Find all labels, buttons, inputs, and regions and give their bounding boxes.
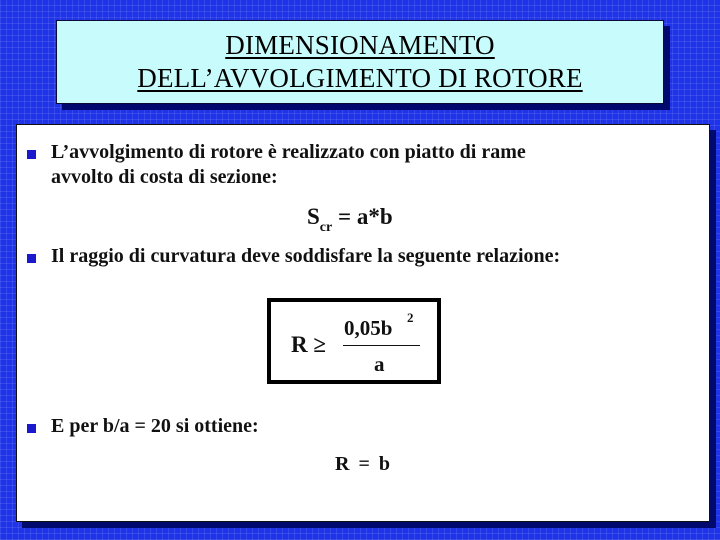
bullet-2-line-1: Il raggio di curvatura deve soddisfare la seguente relazione: [51, 245, 561, 267]
bullet-3-line-1: E per b/a = 20 si ottiene: [51, 415, 259, 437]
bullet-1-line-2: avvolto di costa di sezione: [51, 166, 278, 188]
formula-rhs: = a*b [337, 204, 393, 229]
content-panel [16, 124, 710, 522]
bullet-text-2 [51, 244, 560, 269]
bullet-square-icon [27, 254, 36, 263]
formula-symbol: S [307, 204, 320, 229]
radius-formula-box [267, 298, 441, 384]
slide-title [56, 20, 664, 104]
bullet-square-icon [27, 424, 36, 433]
formula-denominator: a [374, 352, 385, 376]
bullet-text-1 [51, 140, 526, 190]
formula-lhs: R ≥ [291, 332, 326, 357]
result-formula: R = b [335, 453, 392, 475]
title-line-2: DELL’AVVOLGIMENTO DI ROTORE [137, 63, 583, 93]
title-line-1: DIMENSIONAMENTO [225, 30, 495, 60]
bullet-square-icon [27, 150, 36, 159]
formula-numerator: 0,05b [344, 316, 393, 340]
bullet-text-3 [51, 414, 259, 439]
section-formula [307, 204, 393, 235]
formula-exponent: 2 [407, 310, 414, 325]
fraction-bar [343, 345, 420, 346]
bullet-1-line-1: L’avvolgimento di rotore è realizzato con piatto di rame [51, 141, 526, 163]
formula-subscript: cr [319, 220, 333, 235]
